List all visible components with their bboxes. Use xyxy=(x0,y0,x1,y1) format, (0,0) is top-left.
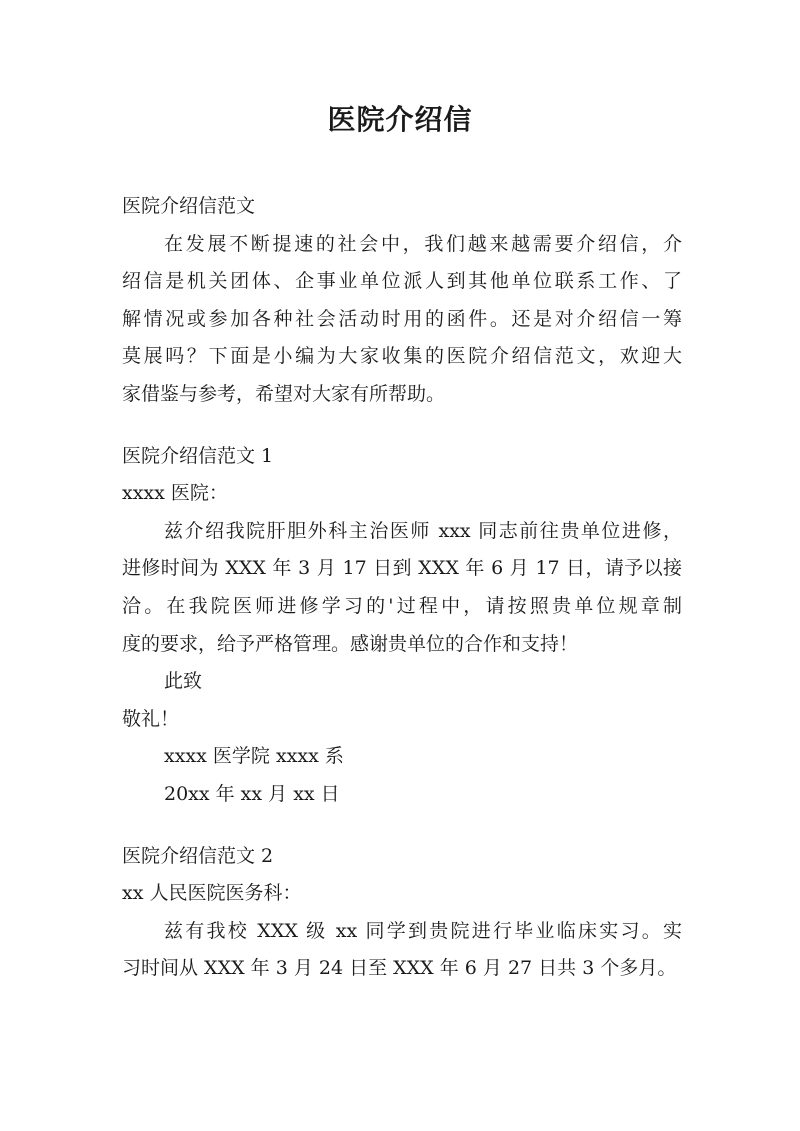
sample1-line-3: 洽。在我院医师进修学习的'过程中，请按照贵单位规章制 xyxy=(122,594,682,617)
sample2-salutation: xx 人民医院医务科： xyxy=(122,882,302,905)
document-body xyxy=(122,188,682,988)
sample1-closing-2: 敬礼！ xyxy=(122,707,180,730)
sample1-heading: 医院介绍信范文 1 xyxy=(122,444,274,467)
sample1-line-1: 兹介绍我院肝胆外科主治医师 xxx 同志前往贵单位进修， xyxy=(164,519,682,542)
sample2-line-2: 习时间从 XXX 年 3 月 24 日至 XXX 年 6 月 27 日共 3 个多月。 xyxy=(122,957,677,980)
sample2-heading: 医院介绍信范文 2 xyxy=(122,844,274,867)
intro-line-3: 解情况或参加各种社会活动时用的函件。还是对介绍信一筹 xyxy=(122,307,682,330)
intro-line-1: 在发展不断提速的社会中，我们越来越需要介绍信，介 xyxy=(164,232,682,255)
section-gap xyxy=(122,814,682,838)
document-title: 医院介绍信 xyxy=(327,103,473,136)
sample1-salutation: xxxx 医院： xyxy=(122,482,228,505)
sample1-line-4: 度的要求，给予严格管理。感谢贵单位的合作和支持！ xyxy=(122,632,579,655)
sample1-closing-1: 此致 xyxy=(164,670,203,693)
intro-heading: 医院介绍信范文 xyxy=(122,195,256,217)
sample1-line-2: 进修时间为 XXX 年 3 月 17 日到 XXX 年 6 月 17 日，请予以接 xyxy=(122,557,682,580)
intro-line-4: 莫展吗？下面是小编为大家收集的医院介绍信范文，欢迎大 xyxy=(122,345,682,368)
intro-line-2: 绍信是机关团体、企事业单位派人到其他单位联系工作、了 xyxy=(122,270,682,293)
intro-line-5: 家借鉴与参考，希望对大家有所帮助。 xyxy=(122,382,446,405)
sample1-signature: xxxx 医学院 xxxx 系 xyxy=(164,745,344,768)
sample1-date: 20xx 年 xx 月 xx 日 xyxy=(164,782,340,805)
sample2-line-1: 兹有我校 XXX 级 xx 同学到贵院进行毕业临床实习。实 xyxy=(164,919,682,942)
section-gap xyxy=(122,414,682,438)
